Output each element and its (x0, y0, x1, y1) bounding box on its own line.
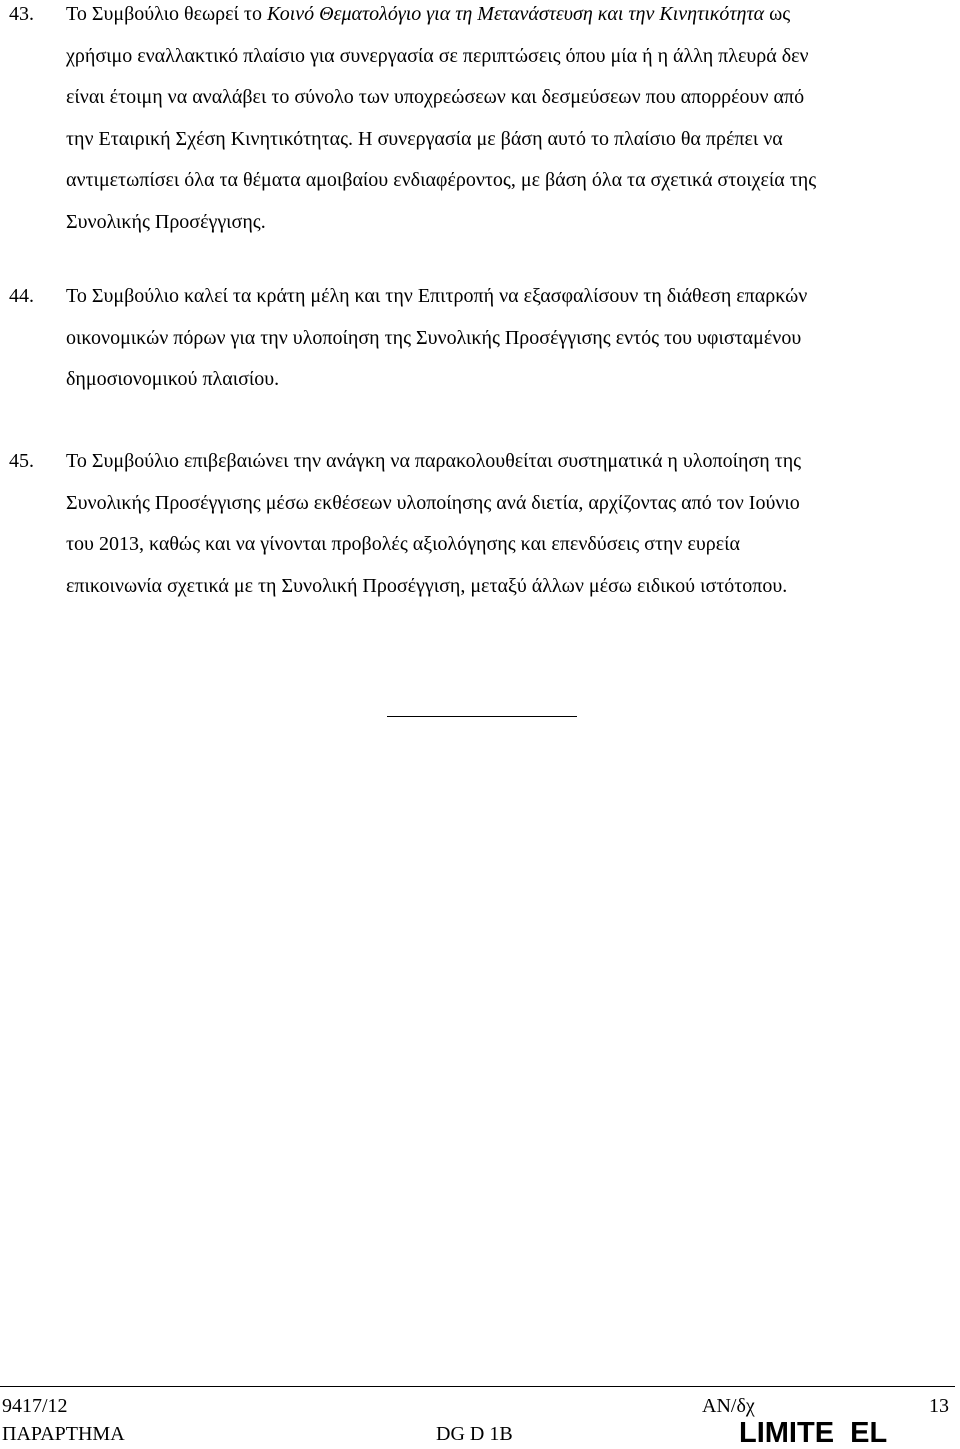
text-run: Το Συμβούλιο θεωρεί το (66, 3, 267, 25)
text-line (66, 483, 956, 525)
paragraph-text (66, 441, 956, 607)
text-run: αντιμετωπίσει όλα τα θέματα αμοιβαίου ενδιαφέροντος, με βάση όλα τα σχετικά στοιχεία της (66, 169, 817, 191)
footer-document-reference: 9417/12 (2, 1395, 68, 1417)
text-line (66, 202, 956, 244)
text-run: Συνολικής Προσέγγισης. (66, 210, 266, 233)
text-line (66, 77, 956, 119)
end-of-text-rule (387, 716, 577, 717)
paragraph-number: 43. (9, 3, 34, 25)
text-line (66, 441, 956, 483)
text-line (66, 160, 956, 202)
footer-author-initials: ΑΝ/δχ (702, 1395, 755, 1417)
footer-annex-label: ΠΑΡΑΡΤΗΜΑ (2, 1423, 125, 1445)
italic-title: Κοινό Θεματολόγιο για τη Μετανάστευση και την Κινητικότητα (266, 3, 765, 25)
text-line (66, 359, 956, 401)
text-line (66, 0, 956, 36)
text-run: είναι έτοιμη να αναλάβει το σύνολο των υποχρεώσεων και δεσμεύσεων που απορρέουν από (66, 86, 805, 108)
text-line (66, 566, 956, 608)
text-line (66, 524, 956, 566)
text-run: την Εταιρική Σχέση Κινητικότητας. Η συνεργασία με βάση αυτό το πλαίσιο θα πρέπει να (66, 127, 783, 150)
text-line (66, 276, 956, 318)
text-line (66, 119, 956, 161)
paragraph-number: 44. (9, 285, 34, 307)
text-run: επικοινωνία σχετικά με τη Συνολική Προσέγγιση, μεταξύ άλλων μέσω ειδικού ιστότοπου. (66, 574, 788, 597)
text-line (66, 318, 956, 360)
footer-classification: LIMITE EL (739, 1417, 888, 1449)
text-run: οικονομικών πόρων για την υλοποίηση της Συνολικής Προσέγγισης εντός του υφισταμένου (66, 326, 802, 349)
text-run: του 2013, καθώς και να γίνονται προβολές αξιολόγησης και επενδύσεις στην ευρεία (66, 533, 741, 555)
text-run: Συνολικής Προσέγγισης μέσω εκθέσεων υλοποίησης ανά διετία, αρχίζοντας από τον Ιούνιο (66, 491, 800, 514)
text-run: Το Συμβούλιο καλεί τα κράτη μέλη και την Επιτροπή να εξασφαλίσουν τη διάθεση επαρκών (66, 285, 808, 307)
paragraph-number: 45. (9, 450, 34, 472)
footer-divider (0, 1386, 955, 1387)
paragraph-text (66, 276, 956, 401)
footer-page-number: 13 (929, 1395, 949, 1417)
footer-directorate: DG D 1B (436, 1423, 513, 1445)
text-run: δημοσιονομικού πλαισίου. (66, 368, 280, 390)
text-run: Το Συμβούλιο επιβεβαιώνει την ανάγκη να παρακολουθείται συστηματικά η υλοποίηση της (66, 450, 802, 472)
text-line (66, 36, 956, 78)
text-run: χρήσιμο εναλλακτικό πλαίσιο για συνεργασία σε περιπτώσεις όπου μία ή η άλλη πλευρά δεν (66, 44, 809, 67)
text-run: ως (764, 3, 791, 25)
paragraph-text (66, 0, 956, 243)
